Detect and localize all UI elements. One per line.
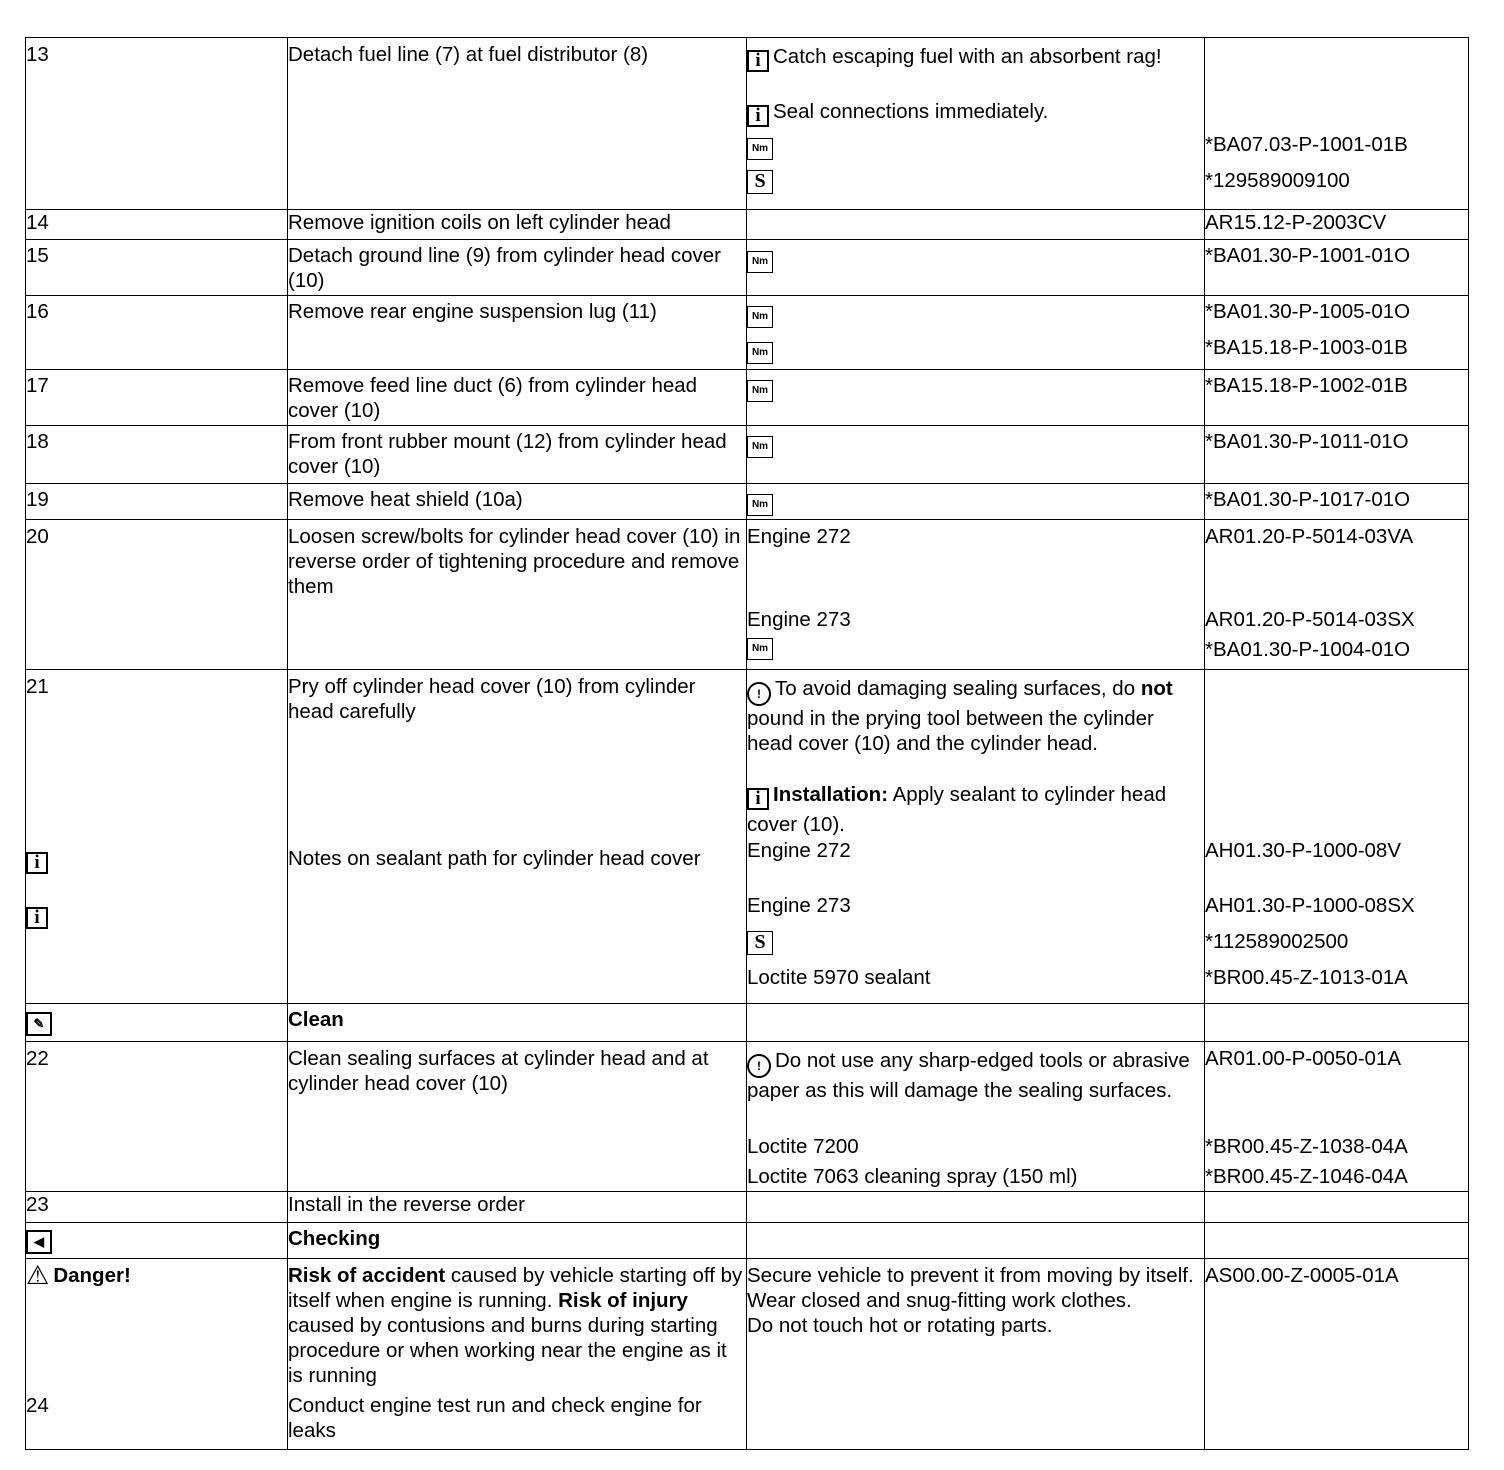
safety-action: Secure vehicle to prevent it from moving by itself. <box>747 1264 1194 1287</box>
note-installation: i Installation: Apply sealant to cylinder head cover (10). <box>747 783 1167 836</box>
danger-description: Risk of accident caused by vehicle starting off by itself when engine is running. Risk of injury caused by contusions and burns during starting procedure or when working near the engine as it is running <box>288 1264 743 1387</box>
info-icon: i <box>747 788 769 810</box>
step-number: 20 <box>26 525 49 548</box>
step-row-17 <box>26 370 1469 426</box>
step-number: 13 <box>26 43 49 66</box>
step-description: Remove feed line duct (6) from cylinder head cover (10) <box>288 374 698 422</box>
step-number: 17 <box>26 374 49 397</box>
section-header-checking <box>26 1223 1469 1259</box>
ref-document[interactable]: AH01.30-P-1000-08V <box>1205 839 1402 862</box>
ref-document[interactable]: AS00.00-Z-0005-01A <box>1205 1264 1399 1287</box>
step-number: 21 <box>26 675 49 698</box>
step-row-20 <box>26 520 1469 670</box>
section-title: Clean <box>288 1008 344 1031</box>
step-description: Detach fuel line (7) at fuel distributor (8) <box>288 43 649 66</box>
step-row-22 <box>26 1042 1469 1192</box>
note-no-sharp-tools: ! Do not use any sharp-edged tools or abrasive paper as this will damage the sealing surfaces. <box>747 1049 1190 1102</box>
step-row-18 <box>26 426 1469 484</box>
ref-document[interactable]: AR01.20-P-5014-03SX <box>1205 608 1415 631</box>
ref-document[interactable]: AH01.30-P-1000-08SX <box>1205 894 1415 917</box>
engine-variant: Engine 273 <box>747 608 851 631</box>
step-number: 23 <box>26 1193 49 1216</box>
engine-variant: Engine 273 <box>747 894 851 917</box>
torque-icon: Nm <box>747 436 773 458</box>
ref-torque[interactable]: *BA15.18-P-1002-01B <box>1205 374 1408 397</box>
info-icon: i <box>26 907 48 929</box>
step-number: 18 <box>26 430 49 453</box>
step-description: Loosen screw/bolts for cylinder head cover (10) in reverse order of tightening procedure and remove them <box>288 525 741 598</box>
ref-torque[interactable]: *BA01.30-P-1005-01O <box>1205 300 1411 323</box>
step-description: Remove heat shield (10a) <box>288 488 523 511</box>
step-description: Detach ground line (9) from cylinder head cover (10) <box>288 244 721 292</box>
info-icon: i <box>26 852 48 874</box>
ref-document[interactable]: AR15.12-P-2003CV <box>1205 211 1387 234</box>
safety-action: Wear closed and snug-fitting work clothes. <box>747 1289 1132 1312</box>
step-row-23 <box>26 1192 1469 1223</box>
note-seal-connections: i Seal connections immediately. <box>747 99 1204 132</box>
section-header-clean <box>26 1004 1469 1042</box>
ref-torque[interactable]: *BA15.18-P-1003-01B <box>1205 336 1408 359</box>
step-description: Clean sealing surfaces at cylinder head and at cylinder head cover (10) <box>288 1047 709 1095</box>
cleaning-material: Loctite 7200 <box>747 1135 859 1158</box>
check-icon: ◀ <box>26 1230 52 1254</box>
torque-icon: Nm <box>747 380 773 402</box>
step-number: 16 <box>26 300 49 323</box>
sealant-material: Loctite 5970 sealant <box>747 966 931 989</box>
info-icon: i <box>747 105 769 127</box>
note-icon: ! <box>747 682 771 706</box>
torque-icon: Nm <box>747 494 773 516</box>
clean-icon: ✎ <box>26 1012 52 1036</box>
ref-torque[interactable]: *BA01.30-P-1004-01O <box>1205 638 1411 661</box>
ref-torque[interactable]: *BA01.30-P-1011-01O <box>1205 430 1409 453</box>
ref-torque[interactable]: *BA01.30-P-1001-01O <box>1205 244 1411 267</box>
step-number: 15 <box>26 244 49 267</box>
procedure-table <box>25 37 1469 1450</box>
step-description: Conduct engine test run and check engine for leaks <box>288 1394 702 1442</box>
engine-variant: Engine 272 <box>747 525 851 548</box>
step-description: From front rubber mount (12) from cylinder head cover (10) <box>288 430 727 478</box>
special-tool-icon: S <box>747 931 773 955</box>
ref-material[interactable]: *BR00.45-Z-1046-04A <box>1205 1165 1408 1188</box>
sub-step-description: Notes on sealant path for cylinder head cover <box>288 847 701 870</box>
note-icon: ! <box>747 1054 771 1078</box>
ref-torque[interactable]: *BA01.30-P-1017-01O <box>1205 488 1411 511</box>
step-description: Remove rear engine suspension lug (11) <box>288 300 657 323</box>
ref-tool[interactable]: *112589002500 <box>1205 930 1349 953</box>
torque-icon: Nm <box>747 638 773 660</box>
step-row-24 <box>26 1259 1469 1450</box>
step-row-15 <box>26 240 1469 296</box>
section-title: Checking <box>288 1227 381 1250</box>
step-row-14 <box>26 210 1469 240</box>
step-row-16 <box>26 296 1469 370</box>
step-row-21 <box>26 670 1469 1004</box>
cleaning-material: Loctite 7063 cleaning spray (150 ml) <box>747 1165 1078 1188</box>
torque-icon: Nm <box>747 342 773 364</box>
step-description: Install in the reverse order <box>288 1193 526 1216</box>
engine-variant: Engine 272 <box>747 839 851 862</box>
torque-icon: Nm <box>747 138 773 160</box>
danger-label: Danger! <box>53 1264 131 1287</box>
ref-torque[interactable]: *BA07.03-P-1001-01B <box>1205 133 1408 156</box>
warning-triangle-icon: ⚠ <box>26 1260 50 1290</box>
ref-document[interactable]: AR01.00-P-0050-01A <box>1205 1047 1402 1070</box>
torque-icon: Nm <box>747 306 773 328</box>
step-row-13 <box>26 38 1469 210</box>
safety-action: Do not touch hot or rotating parts. <box>747 1314 1053 1337</box>
step-description: Remove ignition coils on left cylinder head <box>288 211 671 234</box>
ref-tool[interactable]: *129589009100 <box>1205 169 1350 192</box>
torque-icon: Nm <box>747 251 773 273</box>
ref-material[interactable]: *BR00.45-Z-1013-01A <box>1205 966 1408 989</box>
note-prying-tool: ! To avoid damaging sealing surfaces, do not pound in the prying tool between the cylinder head cover (10) and the cylinder head. <box>747 677 1173 755</box>
step-number: 24 <box>26 1394 49 1417</box>
ref-document[interactable]: AR01.20-P-5014-03VA <box>1205 525 1414 548</box>
ref-material[interactable]: *BR00.45-Z-1038-04A <box>1205 1135 1408 1158</box>
step-number: 19 <box>26 488 49 511</box>
special-tool-icon: S <box>747 170 773 194</box>
step-number: 14 <box>26 211 49 234</box>
step-number: 22 <box>26 1047 49 1070</box>
info-icon: i <box>747 50 769 72</box>
step-row-19 <box>26 484 1469 520</box>
step-description: Pry off cylinder head cover (10) from cylinder head carefully <box>288 675 696 723</box>
note-catch-fuel: i Catch escaping fuel with an absorbent rag! <box>747 44 1204 99</box>
